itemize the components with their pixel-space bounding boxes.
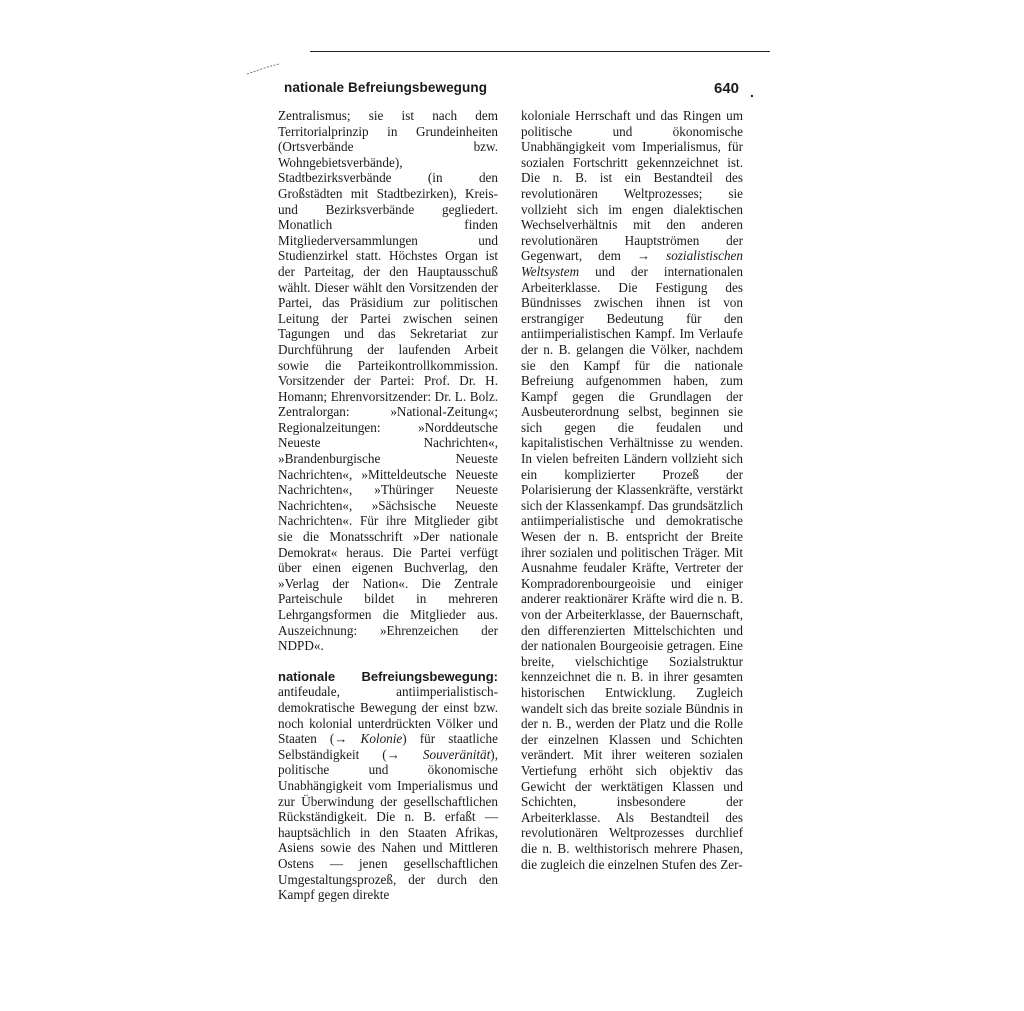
entry-text: ) für staatliche Selbständigkeit (→ [278,731,498,762]
cross-reference-souveraenitaet[interactable]: Souveränität [422,746,491,762]
top-rule [310,51,770,52]
entry-continuation: Zentralismus; sie ist nach dem Territorialprinzip in Grundeinheiten (Ortsverbände bzw. Wohngebietsverbände), Stadtbezirksverbände (in den Großstädten mit Stadtbezirken), Kreis- und Bezirksverbände gegliedert. Monatlich finden Mitgliederversammlungen und Studienzirkel statt. Höchstes Organ ist der Parteitag, der den Hauptausschuß wählt. Dieser wählt den Vorsitzenden der Partei, das Präsidium zur politischen Leitung der Partei zwischen seinen Tagungen und das Sekretariat zur Durchführung der laufenden Arbeit sowie die Parteikontrollkommission. Vorsitzender der Partei: Prof. Dr. H. Homann; Ehrenvorsitzender: Dr. L. Bolz. Zentralorgan: »National-Zeitung«; Regionalzeitungen: »Norddeutsche Neueste Nachrichten«, »Brandenburgische Neueste Nachrichten«, »Mitteldeutsche Neueste Nachrichten«, »Thüringer Neueste Nachrichten«, »Sächsische Neueste Nachrichten«. Für ihre Mitglieder gibt sie die Monatsschrift »Der nationale Demokrat« heraus. Die Partei verfügt über einen eigenen Buchverlag, den »Verlag der Nation«. Die Zentrale Parteischule bildet in mehreren Lehrgangsformen die Mitglieder aus. Auszeichnung: »Ehrenzeichen der NDPD«. [278,108,498,654]
entry-text: ), politische und ökonomische Unabhängigkeit vom Imperialismus und zur Überwindung der gesellschaftlichen Rückständigkeit. Die n. B. erfaßt — hauptsächlich in den Staaten Afrikas, Asiens sowie des Nahen und Mittleren Ostens — jenen gesellschaftlichen Umgestaltungsprozeß, der durch den Kampf gegen direkte [278,746,498,903]
entry-headword: nationale Befreiungsbewegung: [278,668,498,684]
running-head: nationale Befreiungsbewegung [284,80,488,95]
cross-reference-kolonie[interactable]: Kolonie [360,731,403,747]
entry-nationale-befreiungsbewegung [278,669,498,903]
pencil-mark-icon [246,62,280,76]
page-number: 640 [714,80,740,97]
entry-text: antifeudale, antiimperialistisch-demokratische Bewegung der einst bzw. noch kolonial unterdrückten Völker und Staaten (→ [278,684,498,747]
entry-text: koloniale Herrschaft und das Ringen um politische und ökonomische Unabhängigkeit vom Imperialismus, für sozialen Fortschritt gekennzeichnet ist. Die n. B. ist ein Bestandteil des revolutionären Weltprozesses; sie vollzieht sich im engen dialektischen Wechselverhältnis mit den anderen revolutionären Hauptströmen der Gegenwart, dem → [521,108,743,264]
entry-continuation-right [521,108,743,872]
column-right [521,108,743,872]
cross-reference-sozialistisches-weltsystem[interactable]: sozialistischen Weltsystem [521,248,743,279]
page-number-dot: . [750,84,754,100]
entry-text: und der internationalen Arbeiterklasse. Die Festigung des Bündnisses zwischen ihnen ist von erstrangiger Bedeutung für den antiimperialistischen Kampf. Im Verlaufe der n. B. gelangen die Völker, nachdem sie den Kampf für die nationale Befreiung aufgenommen haben, zum Kampf gegen die Grundlagen der Ausbeuterordnung selbst, beginnen sie sich gegen die feudalen und kapitalistischen Verhältnisse zu wenden. In vielen befreiten Ländern vollzieht sich ein komplizierter Prozeß der Polarisierung der Klassenkräfte, verstärkt sich der Klassenkampf. Das grundsätzlich antiimperialistische und demokratische Wesen der n. B. entspricht der Breite ihrer sozialen und politischen Träger. Mit Ausnahme feudaler Kräfte, Vertreter der Kompradorenbourgeoisie und einiger anderer reaktionärer Kräfte wird die n. B. von der Arbeiterklasse, der Bauernschaft, den differenzierten Mittelschichten und der nationalen Bourgeoisie getragen. Eine breite, vielschichtige Sozialstruktur kennzeichnet die n. B. in ihrer gesamten historischen Entwicklung. Zugleich wandelt sich das breite soziale Bündnis in der n. B., werden der Platz und die Rolle der einzelnen Klassen und Schichten verändert. Mit ihrer weiteren sozialen Vertiefung erhöht sich objektiv das Gewicht der werktätigen Klassen und Schichten, insbesondere der Arbeiterklasse. Als Bestandteil des revolutionären Weltprozesses durchlief die n. B. welthistorisch mehrere Phasen, die zugleich die einzelnen Stufen des Zer- [521,263,743,872]
column-left [278,108,498,903]
